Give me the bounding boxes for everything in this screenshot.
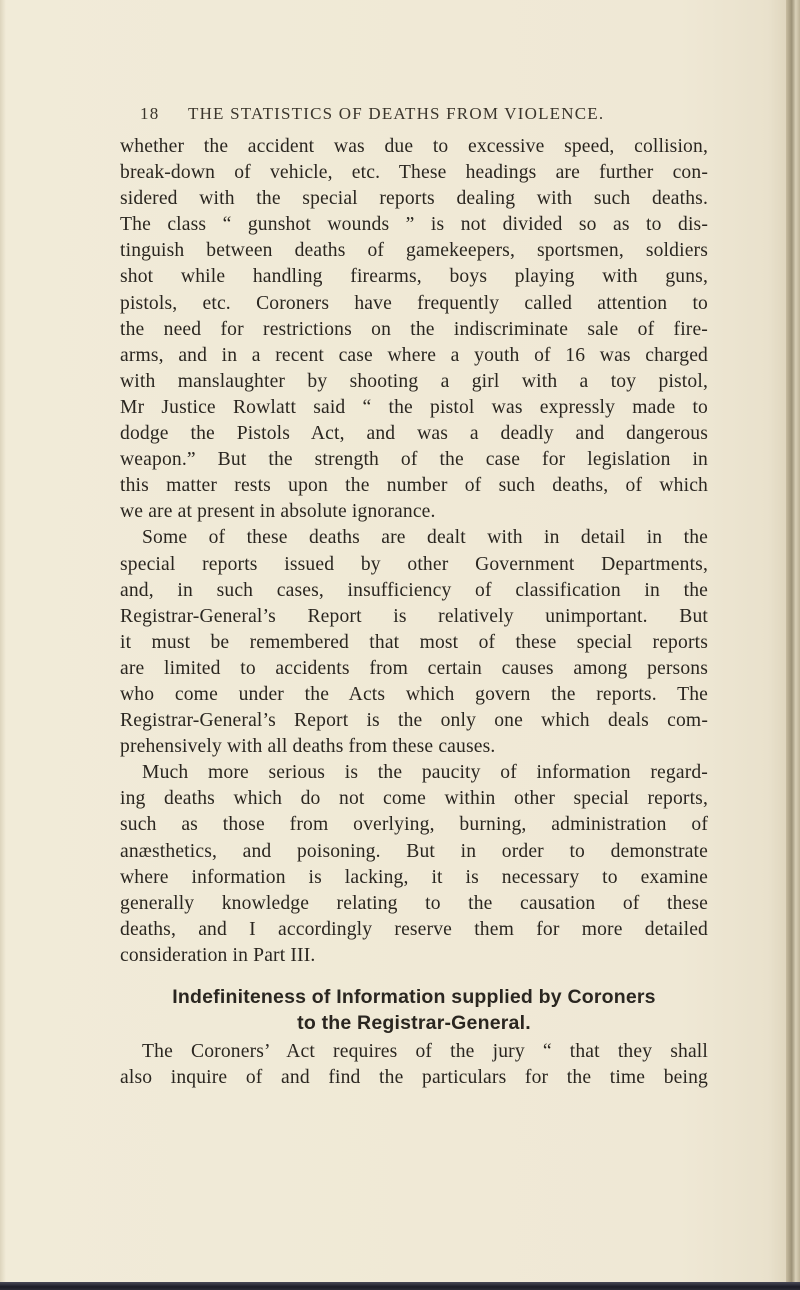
text-line: shot while handling firearms, boys playing with guns,	[120, 266, 708, 288]
running-head-title: THE STATISTICS OF DEATHS FROM VIOLENCE.	[188, 104, 605, 123]
body-text	[120, 134, 708, 1091]
text-line: ing deaths which do not come within other special reports,	[120, 788, 708, 810]
text-line: such as those from overlying, burning, administration of	[120, 814, 708, 836]
text-line: pistols, etc. Coroners have frequently called attention to	[120, 292, 708, 314]
text-line: break-down of vehicle, etc. These headings are further con-	[120, 162, 708, 184]
text-line: prehensively with all deaths from these causes.	[120, 736, 496, 758]
section-heading-line: Indefiniteness of Information supplied by Coroners	[172, 986, 656, 1008]
paragraph-3	[120, 760, 708, 969]
running-head	[140, 104, 700, 124]
text-line: also inquire of and find the particulars for the time being	[120, 1067, 708, 1089]
text-line: anæsthetics, and poisoning. But in order to demonstrate	[120, 840, 708, 862]
text-line: this matter rests upon the number of such deaths, of which	[120, 475, 708, 497]
text-line: where information is lacking, it is necessary to examine	[120, 866, 708, 888]
text-line: Mr Justice Rowlatt said “ the pistol was expressly made to	[120, 396, 708, 418]
text-line: The Coroners’ Act requires of the jury “ that they shall	[142, 1041, 708, 1062]
page-edge-bottom	[0, 1282, 800, 1290]
text-line: Some of these deaths are dealt with in detail in the	[142, 527, 708, 549]
text-line: the need for restrictions on the indiscriminate sale of fire-	[120, 318, 708, 340]
text-line: generally knowledge relating to the causation of these	[120, 892, 708, 914]
text-line: who come under the Acts which govern the reports. The	[120, 683, 708, 705]
text-line: are limited to accidents from certain causes among persons	[120, 657, 708, 679]
text-line: with manslaughter by shooting a girl with a toy pistol,	[120, 370, 708, 392]
text-line: and, in such cases, insufficiency of classification in the	[120, 579, 708, 601]
text-line: Registrar-General’s Report is relatively unimportant. But	[120, 605, 708, 627]
text-line: consideration in Part III.	[120, 944, 316, 966]
text-line: dodge the Pistols Act, and was a deadly and dangerous	[120, 423, 708, 445]
section-heading-line: to the Registrar-General.	[297, 1012, 531, 1034]
text-line: sidered with the special reports dealing with such deaths.	[120, 188, 708, 210]
section-heading	[120, 984, 708, 1036]
text-line: whether the accident was due to excessive speed, collision,	[120, 136, 708, 157]
text-line: special reports issued by other Government Departments,	[120, 553, 708, 575]
paragraph-4	[120, 1039, 708, 1091]
text-line: tinguish between deaths of gamekeepers, sportsmen, soldiers	[120, 240, 708, 262]
text-line: The class “ gunshot wounds ” is not divided so as to dis-	[120, 214, 708, 236]
page-gutter-shadow	[0, 0, 6, 1290]
text-line: we are at present in absolute ignorance.	[120, 501, 436, 523]
text-line: it must be remembered that most of these special reports	[120, 631, 708, 653]
paragraph-2	[120, 525, 708, 760]
text-line: deaths, and I accordingly reserve them for more detailed	[120, 918, 708, 940]
text-line: Registrar-General’s Report is the only one which deals com-	[120, 710, 708, 732]
page-number: 18	[140, 104, 160, 123]
text-line: weapon.” But the strength of the case for legislation in	[120, 449, 708, 471]
text-line: Much more serious is the paucity of information regard-	[142, 762, 708, 784]
page-edge-right	[786, 0, 800, 1290]
paragraph-1	[120, 134, 708, 525]
text-line: arms, and in a recent case where a youth of 16 was charged	[120, 344, 708, 366]
